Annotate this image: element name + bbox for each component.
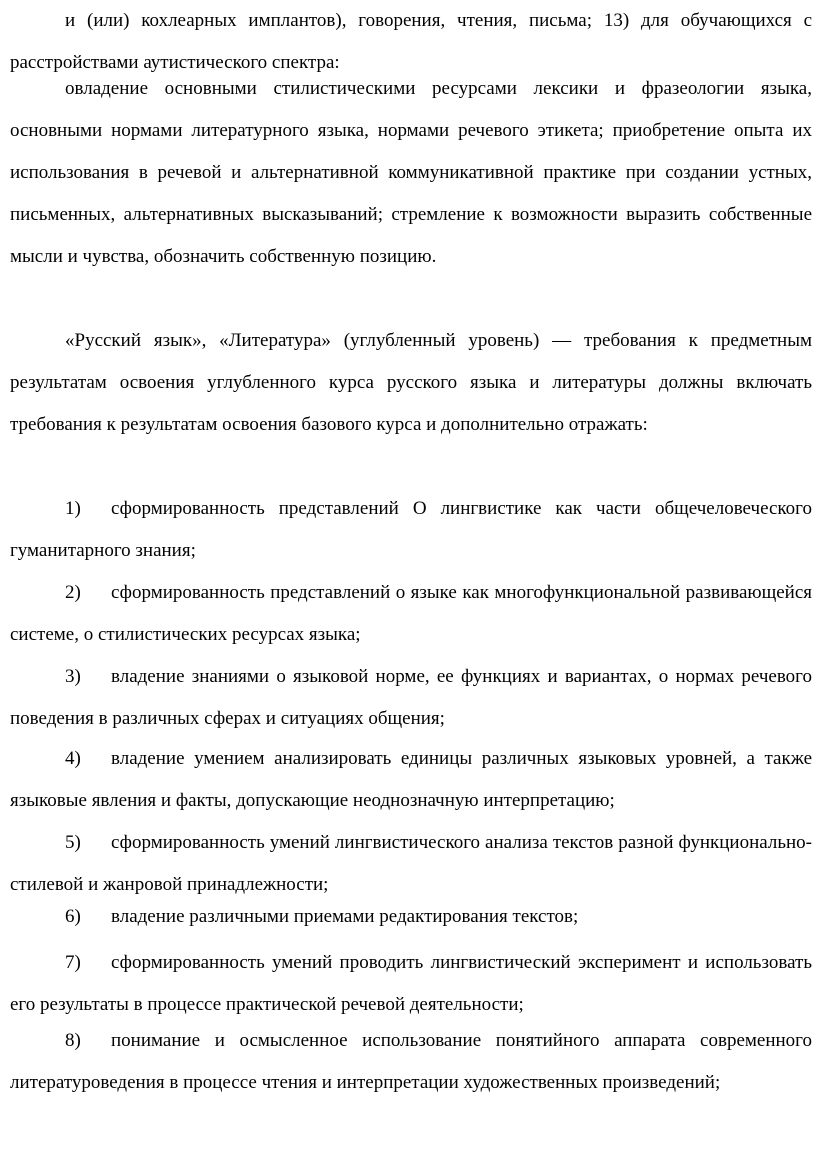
paragraph-advanced-course	[10, 320, 812, 446]
paragraph-autism-requirements	[10, 68, 812, 278]
list-item	[10, 896, 812, 938]
list-item	[10, 942, 812, 1026]
list-item-number: 3)	[65, 666, 81, 687]
list-item-number: 7)	[65, 952, 81, 973]
list-item	[10, 822, 812, 906]
list-item-text: сформированность умений проводить лингвистический эксперимент и использовать его результаты в процессе практической речевой деятельности;	[10, 952, 812, 1015]
list-item-number: 6)	[65, 906, 81, 927]
list-item	[10, 738, 812, 822]
paragraph-autism-requirements-text: овладение основными стилистическими ресурсами лексики и фразеологии языка, основными нормами литературного языка, нормами речевого этикета; приобретение опыта их использования в речевой и альтернативной коммуникативной практике при создании устных, письменных, альтернативных высказываний; стремление к возможности выразить собственные мысли и чувства, обозначить собственную позицию.	[10, 78, 812, 267]
list-item-text: владение различными приемами редактирования текстов;	[111, 906, 579, 927]
list-item	[10, 488, 812, 572]
paragraph-intro-text: и (или) кохлеарных имплантов), говорения, чтения, письма; 13) для обучающихся с расстройствами аутистического спектра:	[10, 10, 812, 73]
list-item-text: владение умением анализировать единицы различных языковых уровней, а также языковые явления и факты, допускающие неоднозначную интерпретацию;	[10, 748, 812, 811]
list-item-number: 2)	[65, 582, 81, 603]
list-item-number: 4)	[65, 748, 81, 769]
list-item-number: 1)	[65, 498, 81, 519]
list-item-text: сформированность умений лингвистического анализа текстов разной функционально-стилевой и жанровой принадлежности;	[10, 832, 812, 895]
list-item	[10, 1020, 812, 1104]
list-item	[10, 656, 812, 740]
list-item	[10, 572, 812, 656]
list-item-number: 8)	[65, 1030, 81, 1051]
paragraph-advanced-course-text: «Русский язык», «Литература» (углубленный уровень) — требования к предметным результатам освоения углубленного курса русского языка и литературы должны включать требования к результатам освоения базового курса и дополнительно отражать:	[10, 330, 812, 435]
list-item-text: сформированность представлений О лингвистике как части общечеловеческого гуманитарного знания;	[10, 498, 812, 561]
list-item-text: владение знаниями о языковой норме, ее функциях и вариантах, о нормах речевого поведения в различных сферах и ситуациях общения;	[10, 666, 812, 729]
list-item-text: сформированность представлений о языке как многофункциональной развивающейся системе, о стилистических ресурсах языка;	[10, 582, 812, 645]
list-item-number: 5)	[65, 832, 81, 853]
list-item-text: понимание и осмысленное использование понятийного аппарата современного литературоведения в процессе чтения и интерпретации художественных произведений;	[10, 1030, 812, 1093]
